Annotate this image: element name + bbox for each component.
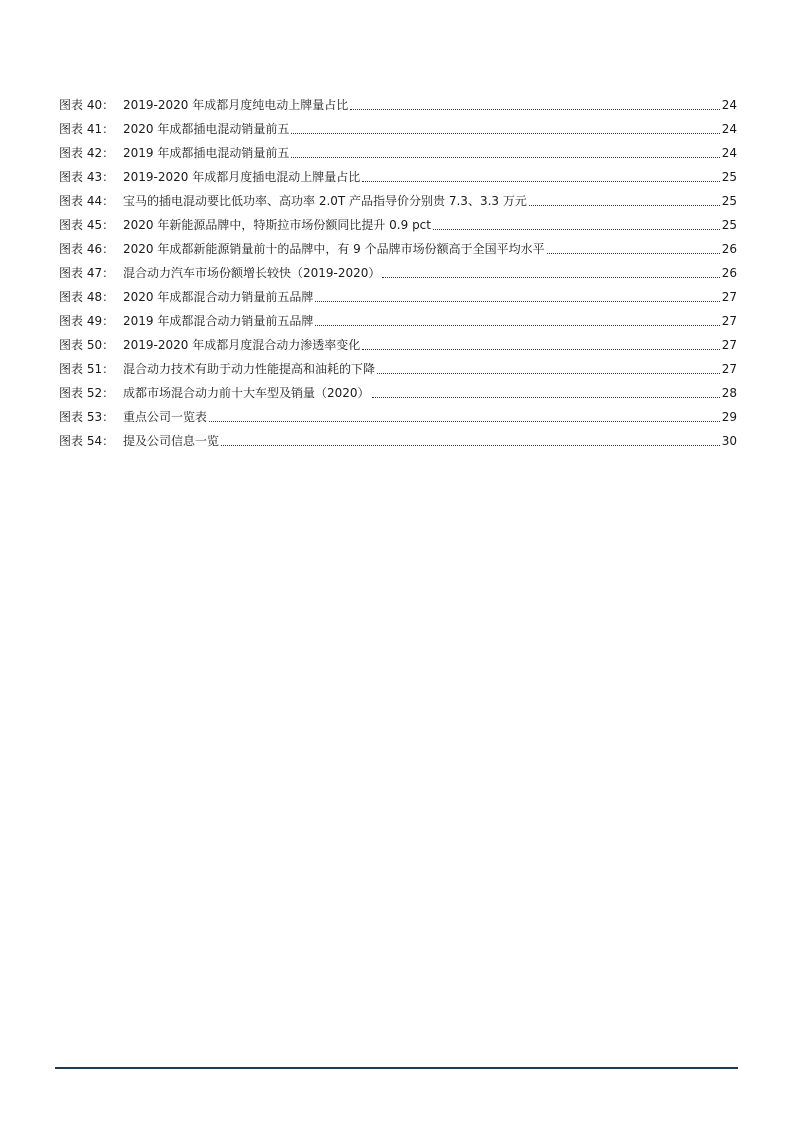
toc-entry-page[interactable]: 24 [721,98,737,112]
toc-entry-label: 图表 46： [59,242,115,256]
toc-entry[interactable] [59,309,737,333]
toc-entry-page[interactable]: 24 [721,146,737,160]
toc-dot-leader [350,108,719,110]
toc-dot-leader [377,372,720,374]
toc-entry-title[interactable]: 2020 年新能源品牌中，特斯拉市场份额同比提升 0.9 pct [123,218,431,232]
footer-rule [55,1067,738,1069]
toc-entry-title[interactable]: 2019-2020 年成都月度插电混动上牌量占比 [123,170,361,184]
toc-entry-label: 图表 40： [59,98,115,112]
toc-entry[interactable] [59,165,737,189]
toc-dot-leader [221,444,720,446]
toc-dot-leader [315,300,719,302]
toc-entry-title[interactable]: 2020 年成都混合动力销量前五品牌 [123,290,314,304]
toc-entry-label: 图表 51： [59,362,115,376]
toc-entry[interactable] [59,93,737,117]
toc-entry-label: 图表 49： [59,314,115,328]
toc-entry-label: 图表 47： [59,266,115,280]
toc-entry-title[interactable]: 2019-2020 年成都月度混合动力渗透率变化 [123,338,361,352]
toc-entry-page[interactable]: 24 [721,122,737,136]
toc-entry[interactable] [59,285,737,309]
toc-entry-title[interactable]: 宝马的插电混动要比低功率、高功率 2.0T 产品指导价分别贵 7.3、3.3 万元 [123,194,527,208]
toc-entry-label: 图表 48： [59,290,115,304]
list-of-figures [59,93,737,453]
toc-entry-title[interactable]: 提及公司信息一览 [123,434,220,448]
toc-entry-title[interactable]: 2020 年成都新能源销量前十的品牌中，有 9 个品牌市场份额高于全国平均水平 [123,242,545,256]
toc-entry-label: 图表 45： [59,218,115,232]
toc-entry[interactable] [59,381,737,405]
toc-entry-page[interactable]: 25 [721,218,737,232]
toc-dot-leader [362,348,719,350]
toc-entry-title[interactable]: 2019-2020 年成都月度纯电动上牌量占比 [123,98,349,112]
toc-entry-label: 图表 44： [59,194,115,208]
toc-entry-page[interactable]: 29 [721,410,737,424]
toc-entry[interactable] [59,117,737,141]
toc-entry-label: 图表 53： [59,410,115,424]
toc-dot-leader [547,252,720,254]
toc-entry-page[interactable]: 28 [721,386,737,400]
toc-entry-page[interactable]: 25 [721,170,737,184]
toc-entry[interactable] [59,237,737,261]
toc-dot-leader [291,156,719,158]
toc-dot-leader [382,276,719,278]
toc-entry-label: 图表 42： [59,146,115,160]
toc-entry-title[interactable]: 混合动力技术有助于动力性能提高和油耗的下降 [123,362,376,376]
toc-entry-page[interactable]: 26 [721,266,737,280]
toc-entry-label: 图表 52： [59,386,115,400]
toc-dot-leader [209,420,720,422]
toc-entry[interactable] [59,189,737,213]
toc-entry-title[interactable]: 成都市场混合动力前十大车型及销量（2020） [123,386,370,400]
toc-entry[interactable] [59,333,737,357]
toc-entry-page[interactable]: 27 [721,338,737,352]
toc-entry-title[interactable]: 2019 年成都混合动力销量前五品牌 [123,314,314,328]
toc-dot-leader [529,204,720,206]
toc-dot-leader [372,396,720,398]
toc-entry-label: 图表 43： [59,170,115,184]
toc-entry-page[interactable]: 26 [721,242,737,256]
toc-entry[interactable] [59,141,737,165]
toc-entry-title[interactable]: 重点公司一览表 [123,410,208,424]
toc-entry[interactable] [59,405,737,429]
toc-dot-leader [291,132,719,134]
toc-entry-label: 图表 50： [59,338,115,352]
toc-entry-label: 图表 54： [59,434,115,448]
toc-entry-title[interactable]: 2019 年成都插电混动销量前五 [123,146,290,160]
toc-entry[interactable] [59,261,737,285]
toc-entry[interactable] [59,429,737,453]
toc-entry-title[interactable]: 2020 年成都插电混动销量前五 [123,122,290,136]
toc-dot-leader [433,228,720,230]
toc-entry[interactable] [59,357,737,381]
toc-entry-label: 图表 41： [59,122,115,136]
toc-entry[interactable] [59,213,737,237]
toc-entry-title[interactable]: 混合动力汽车市场份额增长较快（2019-2020） [123,266,381,280]
toc-entry-page[interactable]: 27 [721,290,737,304]
toc-entry-page[interactable]: 27 [721,314,737,328]
toc-entry-page[interactable]: 30 [721,434,737,448]
toc-entry-page[interactable]: 25 [721,194,737,208]
toc-entry-page[interactable]: 27 [721,362,737,376]
toc-dot-leader [362,180,719,182]
toc-dot-leader [315,324,719,326]
